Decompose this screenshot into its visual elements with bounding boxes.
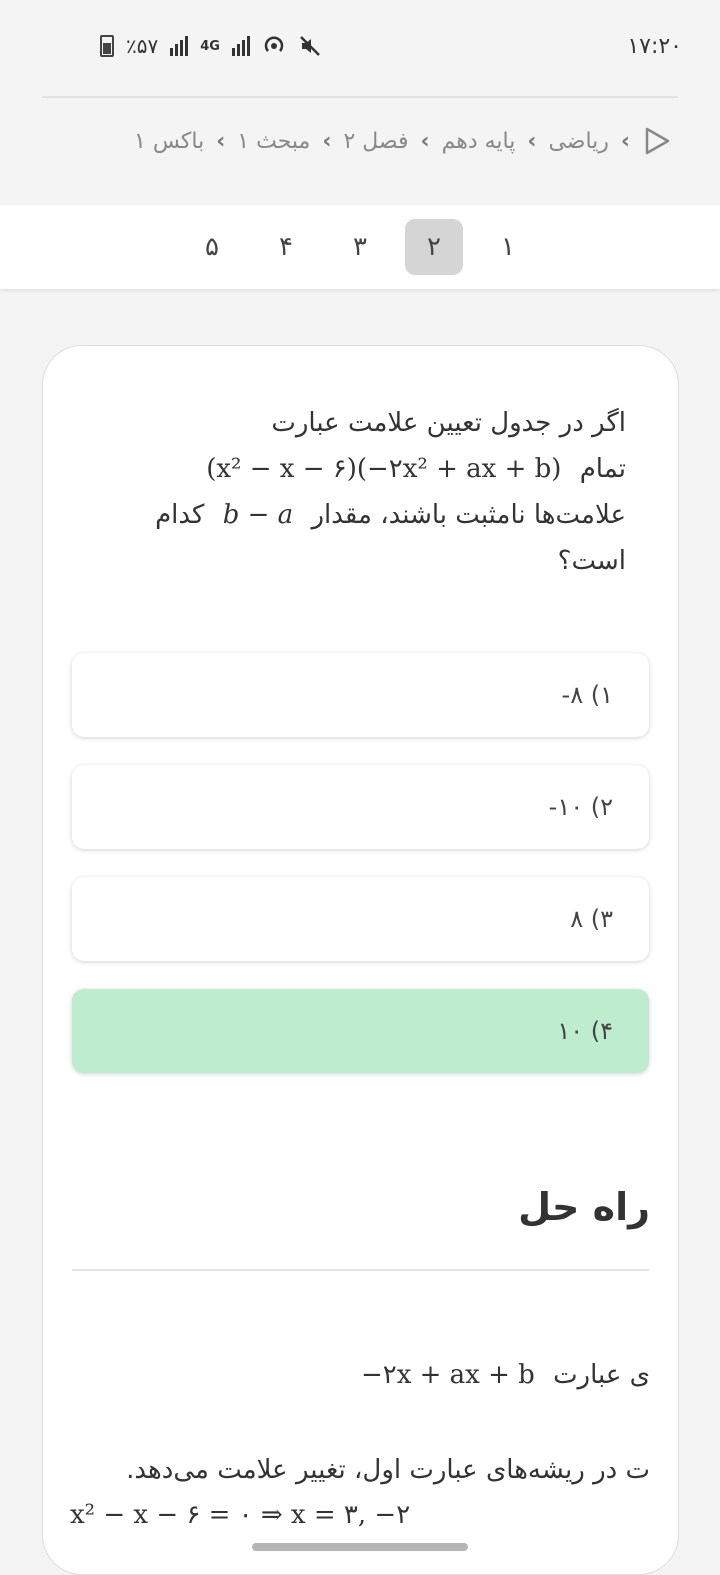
- breadcrumb-item-grade[interactable]: پایه دهم: [441, 128, 516, 154]
- mute-icon: [298, 34, 322, 58]
- solution-line-2: [630, 1410, 650, 1431]
- solution-line-3: ت در ریشه‌های عبارت اول، تغییر علامت می‌دهد.: [126, 1455, 650, 1485]
- answer-option-4-correct[interactable]: ۴) ۱۰: [72, 989, 649, 1073]
- home-indicator[interactable]: [252, 1543, 468, 1551]
- battery-percent: ٪۵۷: [126, 34, 159, 58]
- signal-icon-2: [232, 36, 250, 56]
- solution-line-1-text: ی عبارت: [553, 1360, 650, 1390]
- breadcrumb-item-topic[interactable]: مبحث ۱: [237, 128, 311, 154]
- solution-line-1: [330, 1360, 650, 1390]
- play-icon[interactable]: [642, 126, 672, 156]
- solution-line-1-math: −۲x + ax + b: [360, 1360, 535, 1390]
- solution-title: راه حل: [518, 1185, 650, 1229]
- question-text: [106, 400, 626, 584]
- answer-option-2[interactable]: ۲) ۱۰-: [72, 765, 649, 849]
- network-type: 4G: [200, 38, 220, 54]
- solution-divider: [72, 1269, 649, 1271]
- tab-question-2[interactable]: ۲: [405, 219, 463, 275]
- breadcrumb-item-chapter[interactable]: فصل ۲: [343, 128, 409, 154]
- breadcrumb-separator-icon: ‹: [620, 128, 630, 154]
- status-icons: [100, 34, 322, 58]
- question-variable: b − a: [222, 500, 294, 530]
- answer-option-1[interactable]: ۱) ۸-: [72, 653, 649, 737]
- question-expression: (x² − x − ۶)(−۲x² + ax + b): [206, 454, 562, 484]
- question-line-4: است؟: [557, 546, 626, 576]
- breadcrumb-item-subject[interactable]: ریاضی: [548, 128, 609, 154]
- breadcrumb-separator-icon: ‹: [322, 128, 332, 154]
- question-line-1: اگر در جدول تعیین علامت عبارت: [271, 408, 626, 438]
- breadcrumb-separator-icon: ‹: [216, 128, 226, 154]
- breadcrumb-separator-icon: ‹: [527, 128, 537, 154]
- question-tabs: [0, 219, 720, 275]
- tab-question-1[interactable]: ۱: [501, 232, 515, 262]
- status-time: ۱۷:۲۰: [627, 34, 682, 59]
- header-divider: [42, 96, 678, 98]
- status-bar: [0, 0, 720, 92]
- question-line-3-tail: کدام: [155, 500, 205, 530]
- tab-question-4[interactable]: ۴: [279, 232, 293, 262]
- breadcrumb-separator-icon: ‹: [420, 128, 430, 154]
- question-line-2-tail: تمام: [579, 454, 626, 484]
- battery-icon: [100, 35, 114, 57]
- signal-icon: [170, 36, 188, 56]
- question-line-3: [106, 492, 626, 538]
- answer-option-3[interactable]: ۳) ۸: [72, 877, 649, 961]
- breadcrumb: [40, 118, 672, 164]
- question-line-3-head: علامت‌ها نامثبت باشند، مقدار: [311, 500, 626, 530]
- tab-question-3[interactable]: ۳: [353, 232, 367, 262]
- question-tabs-bar: [0, 205, 720, 289]
- solution-line-4-math: x² − x − ۶ = ۰ ⇒ x = ۳, −۲: [70, 1500, 411, 1530]
- solution-line-4: [70, 1500, 450, 1530]
- hotspot-icon: [262, 34, 286, 58]
- tab-question-5[interactable]: ۵: [205, 232, 219, 262]
- question-line-2: [106, 446, 626, 492]
- breadcrumb-item-box[interactable]: باکس ۱: [134, 128, 205, 154]
